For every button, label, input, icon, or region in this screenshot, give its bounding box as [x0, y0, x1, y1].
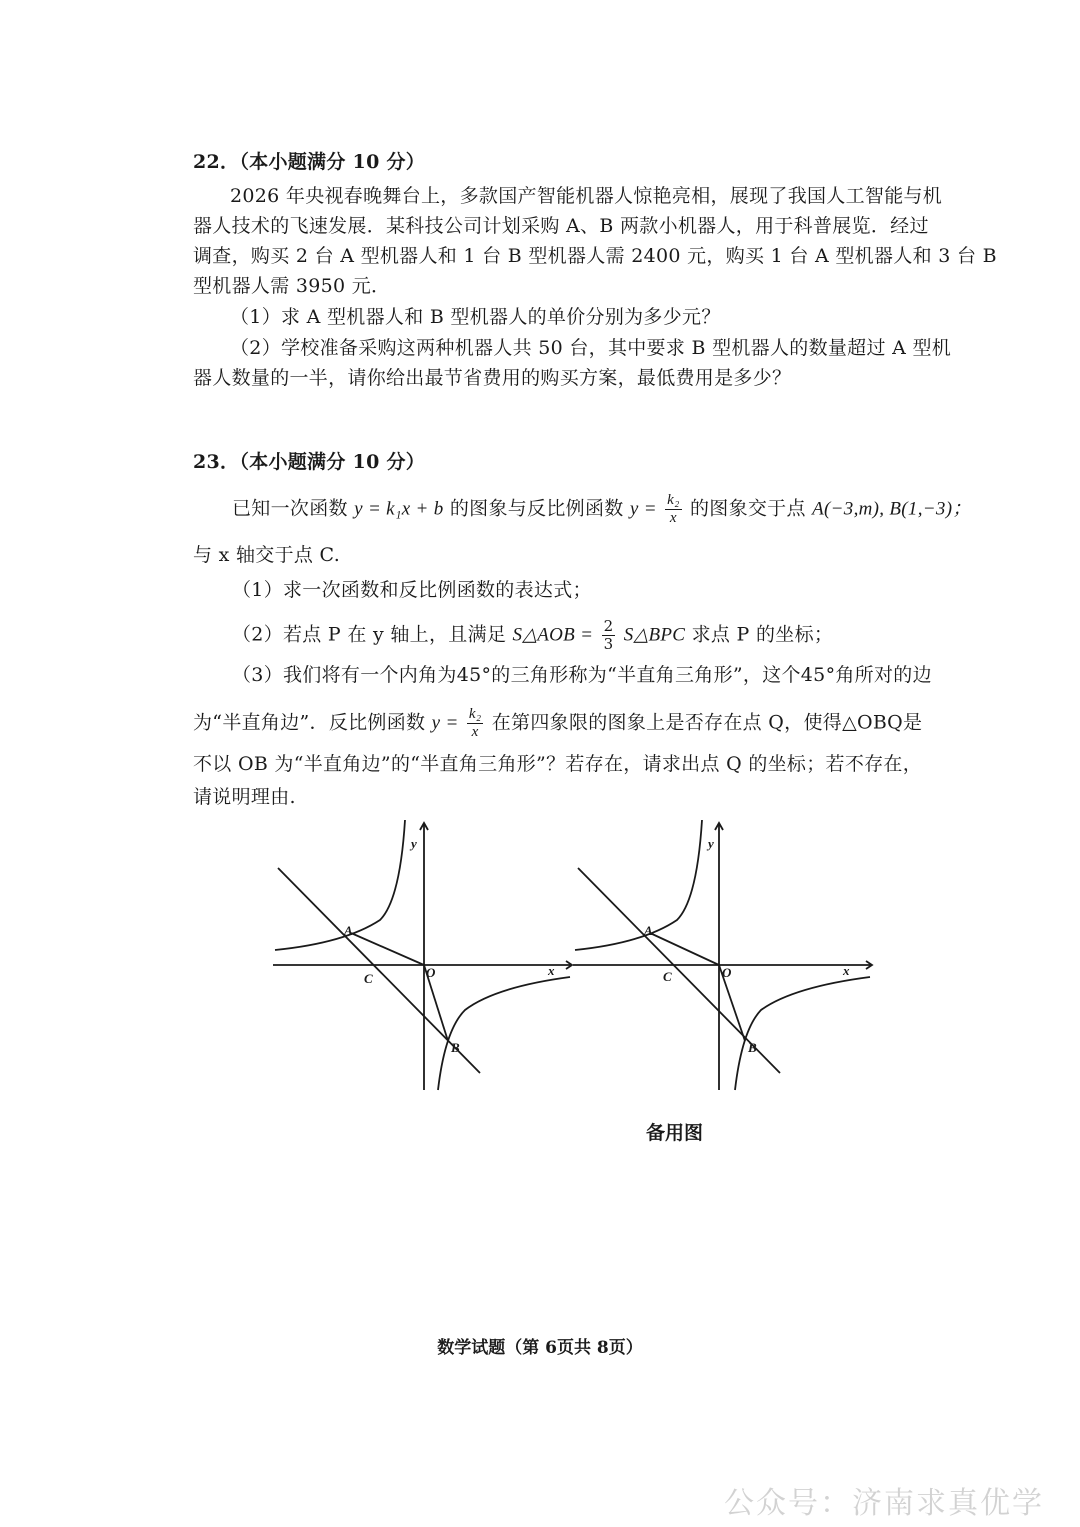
label-x: x	[843, 963, 850, 978]
label-y: y	[411, 836, 417, 851]
segment-ao	[650, 933, 719, 965]
linear-function-line	[278, 868, 480, 1073]
label-x: x	[548, 963, 555, 978]
label-c: C	[663, 969, 672, 984]
q22-line-4: 型机器人需 3950 元．	[193, 275, 391, 297]
function-graph-backup	[565, 815, 880, 1095]
q23-part-2-text-a: （2）若点 P 在 y 轴上，且满足	[232, 623, 507, 646]
label-b: B	[451, 1040, 460, 1055]
q23-part-3-line-3: 不以 OB 为“半直角边”的“半直角三角形”？若存在，请求出点 Q 的坐标；若不存在，	[193, 753, 923, 775]
linear-function-formula: y = k₁x + b	[354, 498, 444, 520]
watermark: 公众号：济南求真优学	[724, 1486, 1044, 1521]
label-o: O	[426, 965, 436, 980]
q22-line-2: 器人技术的飞速发展．某科技公司计划采购 A、B 两款小机器人，用于科普展览．经过	[193, 215, 929, 237]
intersection-points: A(−3,m), B(1,−3)；	[812, 498, 972, 520]
inverse-function-lhs-2: y =	[431, 712, 459, 734]
q22-title: 22．（本小题满分 10 分）	[193, 151, 426, 173]
q23-part-2-text-b: 求点 P 的坐标；	[691, 623, 834, 646]
page-footer: 数学试题（第 6页共 8页）	[437, 1338, 643, 1358]
label-a: A	[344, 923, 353, 938]
q22-line-3: 调查，购买 2 台 A 型机器人和 1 台 B 型机器人需 2400 元，购买 1 台 A 型机器人和 3 台 B	[193, 245, 997, 267]
q23-line-1	[232, 492, 972, 527]
q23-part-2	[232, 618, 833, 653]
label-a: A	[644, 923, 653, 938]
q23-part-3-text-a: 为“半直角边”．反比例函数	[193, 711, 426, 734]
q23-title: 23．（本小题满分 10 分）	[193, 451, 426, 473]
area-bpc: S△BPC	[623, 624, 686, 646]
inverse-function-fraction: $\frac{\text{k₂}}{x}$	[667, 492, 680, 526]
q22-part-2-cont: 器人数量的一半，请你给出最节省费用的购买方案，最低费用是多少？	[193, 367, 792, 389]
q23-text-a: 已知一次函数	[232, 497, 348, 520]
inverse-function-lhs: y =	[629, 498, 657, 520]
hyperbola-branch-q4	[735, 977, 870, 1090]
inverse-function-fraction-2: $\frac{\text{k₂}}{x}$	[468, 706, 482, 740]
q23-part-1: （1）求一次函数和反比例函数的表达式；	[232, 579, 592, 601]
area-aob: S△AOB =	[512, 624, 594, 646]
label-c: C	[364, 971, 373, 986]
function-graph-main	[270, 815, 580, 1095]
area-ratio-fraction: $\frac{2}{3}$	[603, 617, 614, 653]
q23-text-c: 的图象交于点	[689, 497, 806, 520]
q23-part-3-text-b: 在第四象限的图象上是否存在点 Q，使得△OBQ是	[491, 711, 923, 734]
label-y: y	[708, 836, 714, 851]
q22-part-1: （1）求 A 型机器人和 B 型机器人的单价分别为多少元？	[230, 306, 721, 328]
q23-part-3-line-4: 请说明理由.	[193, 786, 296, 808]
label-b: B	[748, 1040, 757, 1055]
q23-part-3-line-1: （3）我们将有一个内角为45°的三角形称为“半直角三角形”，这个45°角所对的边	[232, 664, 932, 686]
label-o: O	[722, 965, 732, 980]
q22-line-1: 2026 年央视春晚舞台上，多款国产智能机器人惊艳亮相，展现了我国人工智能与机	[230, 185, 943, 207]
segment-ao	[351, 933, 424, 965]
q23-part-3-line-2	[193, 706, 922, 741]
q23-text-b: 的图象与反比例函数	[449, 497, 624, 520]
hyperbola-branch-q4	[438, 977, 570, 1090]
q23-line-2: 与 x 轴交于点 C.	[193, 544, 341, 566]
q22-part-2: （2）学校准备采购这两种机器人共 50 台，其中要求 B 型机器人的数量超过 A 型机	[230, 337, 952, 359]
backup-figure-caption: 备用图	[646, 1122, 704, 1144]
